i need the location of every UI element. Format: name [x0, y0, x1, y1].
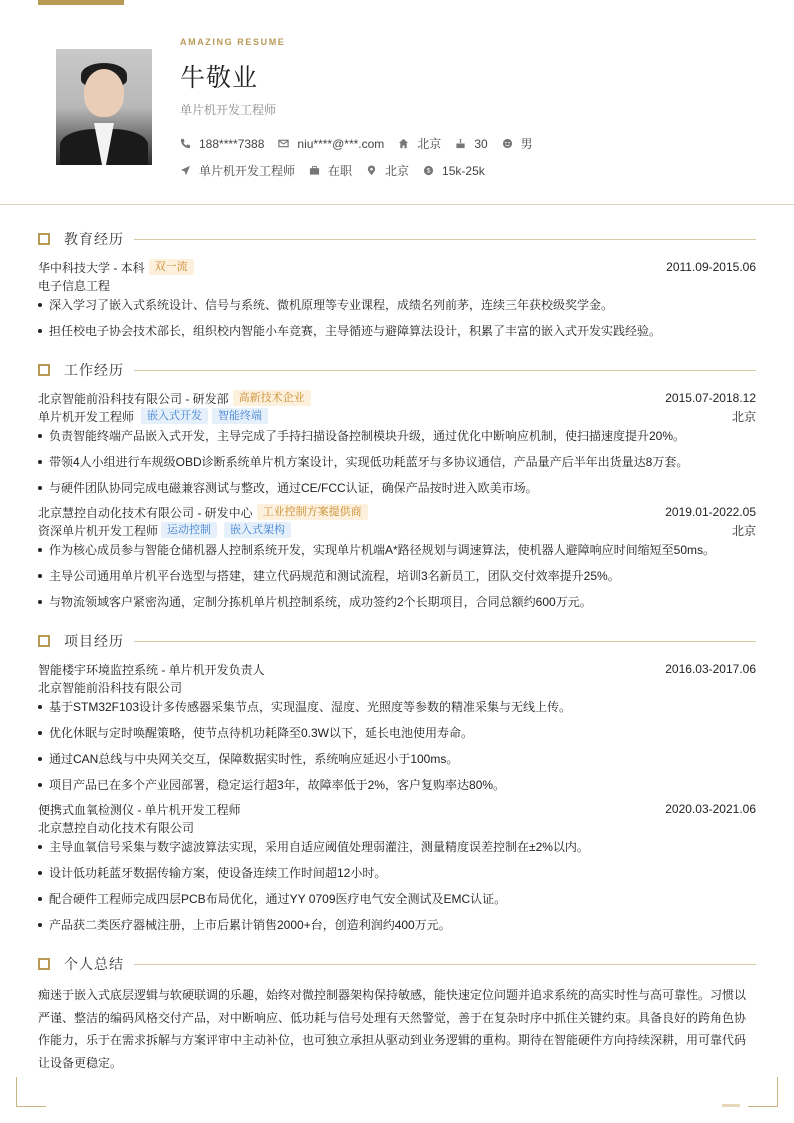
company-name: 北京智能前沿科技有限公司 - 研发部 — [38, 391, 229, 406]
summary-text: 痴迷于嵌入式底层逻辑与软硬联调的乐趣，始终对微控制器架构保持敏感，能快速定位问题并追求系统的高实时性与高可靠性。习惯以严谨、整洁的编码风格交付产品，对中断响应、低功耗与信号处理有天然警觉，善于在复杂时序中抓住关键约束。具备良好的跨角色协作能力，乐于在需求拆解与方案评审中主动补位，也可独立承担从驱动到业务逻辑的重构。期待在智能硬件方向持续深耕，用可靠代码让设备更稳定。 — [38, 988, 747, 1070]
section-marker-icon — [38, 364, 50, 376]
project-title: 智能楼宇环境监控系统 - 单片机开发负责人 — [38, 662, 265, 677]
section-projects — [38, 631, 756, 651]
position-title: 资深单片机开发工程师 — [38, 523, 159, 538]
home-icon — [398, 138, 409, 149]
school-tag: 双一流 — [149, 259, 194, 275]
list-item: 深入学习了嵌入式系统设计、信号与系统、微机原理等专业课程，成绩名列前茅，连续三年获校级奖学金。 — [38, 297, 756, 313]
intent-text: 单片机开发工程师 — [199, 164, 296, 178]
job-intent-row — [180, 162, 499, 179]
phone-item — [180, 137, 264, 151]
project-date: 2016.03-2017.06 — [665, 662, 756, 676]
city-text: 北京 — [385, 164, 410, 178]
candidate-role: 单片机开发工程师 — [180, 103, 277, 117]
contact-row — [180, 135, 547, 152]
gender-text: 男 — [520, 137, 533, 151]
salary-icon — [423, 165, 434, 176]
status-text: 在职 — [328, 164, 353, 178]
list-item: 与物流领域客户紧密沟通，定制分拣机单片机控制系统，成功签约2个长期项目，合同总额约600万元。 — [38, 594, 756, 610]
svg-text:$: $ — [426, 167, 431, 175]
section-work — [38, 360, 756, 380]
list-item: 产品获二类医疗器械注册，上市后累计销售2000+台，创造利润约400万元。 — [38, 917, 756, 933]
project-date: 2020.03-2021.06 — [665, 802, 756, 816]
work-header — [38, 390, 756, 406]
phone-text: 188****7388 — [199, 136, 265, 151]
list-item: 基于STM32F103设计多传感器采集节点，实现温度、湿度、光照度等参数的精准采集与无线上传。 — [38, 699, 756, 715]
position-title: 单片机开发工程师 — [38, 409, 135, 424]
section-title: 教育经历 — [64, 231, 124, 247]
skill-tag: 嵌入式架构 — [224, 522, 291, 538]
home-item — [398, 135, 441, 152]
age-item — [455, 137, 487, 151]
project-title: 便携式血氧检测仪 - 单片机开发工程师 — [38, 802, 241, 817]
email-item — [278, 137, 384, 151]
list-item: 配合硬件工程师完成四层PCB布局优化，通过YY 0709医疗电气安全测试及EMC认证。 — [38, 891, 756, 907]
list-item: 主导公司通用单片机平台选型与搭建，建立代码规范和测试流程，培训3名新员工，团队交付效率提升25%。 — [38, 568, 756, 584]
profile-photo — [56, 49, 152, 165]
section-title: 个人总结 — [64, 956, 124, 972]
list-item: 主导血氧信号采集与数字滤波算法实现，采用自适应阈值处理弱灌注，测量精度误差控制在±2%以内。 — [38, 839, 756, 855]
section-divider — [134, 964, 756, 965]
education-header — [38, 259, 756, 275]
cake-icon — [455, 138, 466, 149]
list-item: 项目产品已在多个产业园部署，稳定运行超3年，故障率低于2%，客户复购率达80%。 — [38, 777, 756, 793]
project-company-row — [38, 819, 756, 835]
project-header — [38, 661, 756, 677]
project-company: 北京慧控自动化技术有限公司 — [38, 820, 195, 835]
header-divider — [0, 204, 794, 205]
company-name: 北京慧控自动化技术有限公司 - 研发中心 — [38, 505, 253, 520]
section-marker-icon — [38, 958, 50, 970]
list-item: 负责智能终端产品嵌入式开发，主导完成了手持扫描设备控制模块升级，通过优化中断响应机制，使扫描速度提升20%。 — [38, 428, 756, 444]
top-accent-bar — [38, 0, 124, 5]
skill-tag: 嵌入式开发 — [141, 408, 208, 424]
corner-decoration — [748, 1077, 778, 1107]
city-item — [366, 162, 409, 179]
work-date: 2019.01-2022.05 — [665, 505, 756, 519]
send-icon — [180, 165, 191, 176]
section-title: 项目经历 — [64, 633, 124, 649]
company-tag: 高新技术企业 — [233, 390, 311, 406]
phone-icon — [180, 138, 191, 149]
list-item: 设计低功耗蓝牙数据传输方案，使设备连续工作时间超12小时。 — [38, 865, 756, 881]
list-item: 担任校电子协会技术部长，组织校内智能小车竞赛，主导循迹与避障算法设计，积累了丰富的嵌入式开发实践经验。 — [38, 323, 756, 339]
section-divider — [134, 641, 756, 642]
home-text: 北京 — [417, 137, 442, 151]
candidate-name: 牛敬业 — [180, 64, 259, 92]
corner-decoration — [16, 1077, 46, 1107]
project-company-row — [38, 679, 756, 695]
work-city: 北京 — [731, 523, 756, 538]
corner-accent — [722, 1104, 740, 1107]
list-item: 通过CAN总线与中央网关交互，保障数据实时性，系统响应延迟小于100ms。 — [38, 751, 756, 767]
skill-tag: 智能终端 — [212, 408, 268, 424]
list-item: 优化休眠与定时唤醒策略，使节点待机功耗降至0.3W以下，延长电池使用寿命。 — [38, 725, 756, 741]
briefcase-icon — [309, 165, 320, 176]
project-header — [38, 801, 756, 817]
work-position-row — [38, 522, 756, 538]
resume-tagline: AMAZING RESUME — [180, 37, 286, 47]
gender-item — [502, 135, 533, 152]
list-item: 与硬件团队协同完成电磁兼容测试与整改，通过CE/FCC认证，确保产品按时进入欧美市场。 — [38, 480, 756, 496]
work-position-row — [38, 408, 756, 424]
gender-icon — [502, 138, 513, 149]
skill-tag: 运动控制 — [161, 522, 217, 538]
project-company: 北京智能前沿科技有限公司 — [38, 680, 183, 695]
section-marker-icon — [38, 233, 50, 245]
intent-item — [180, 162, 295, 179]
age-text: 30 — [474, 136, 488, 151]
location-pin-icon — [366, 165, 377, 176]
education-date: 2011.09-2015.06 — [666, 260, 756, 274]
section-summary — [38, 954, 756, 974]
mail-icon — [278, 138, 289, 149]
status-item — [309, 162, 352, 179]
company-tag: 工业控制方案提供商 — [257, 504, 368, 520]
list-item: 作为核心成员参与智能仓储机器人控制系统开发，实现单片机端A*路径规划与调速算法，使机器人避障响应时间缩短至50ms。 — [38, 542, 756, 558]
school-name: 华中科技大学 - 本科 — [38, 260, 145, 275]
work-date: 2015.07-2018.12 — [665, 391, 756, 405]
section-education — [38, 229, 756, 249]
education-major: 电子信息工程 — [38, 278, 111, 293]
salary-item — [423, 164, 485, 178]
section-marker-icon — [38, 635, 50, 647]
salary-text: 15k-25k — [442, 163, 485, 178]
section-divider — [134, 239, 756, 240]
list-item: 带领4人小组进行车规级OBD诊断系统单片机方案设计，实现低功耗蓝牙与多协议通信，产品量产后半年出货量达8万套。 — [38, 454, 756, 470]
education-major-row — [38, 277, 756, 293]
section-divider — [134, 370, 756, 371]
work-header — [38, 504, 756, 520]
section-title: 工作经历 — [64, 362, 124, 378]
work-city: 北京 — [731, 409, 756, 424]
email-text: niu****@***.com — [297, 136, 385, 151]
